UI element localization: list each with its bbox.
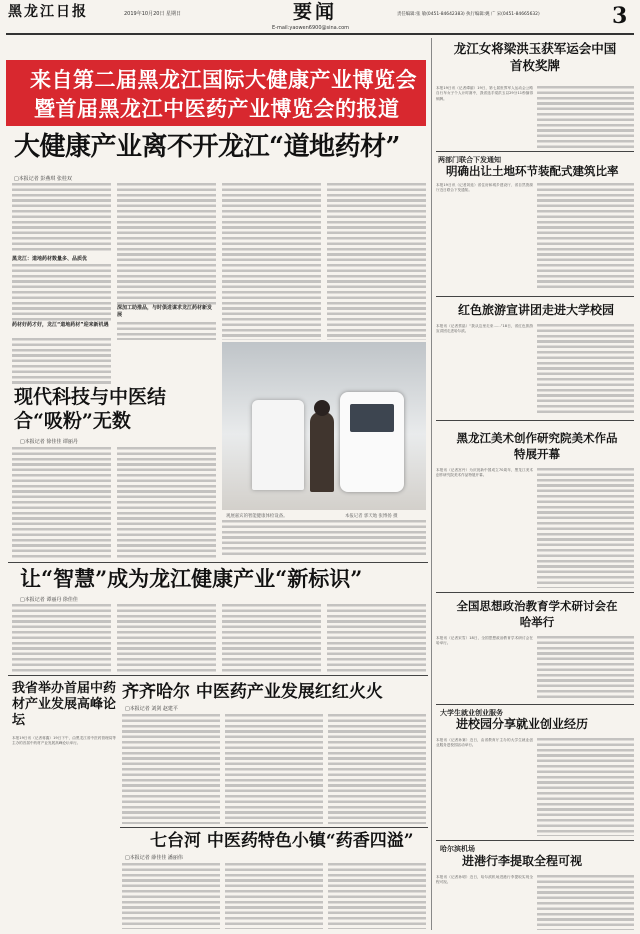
qitaihe-body-col-3 — [328, 863, 426, 929]
tech-body-col-3 — [222, 520, 426, 558]
story4-body — [537, 468, 634, 588]
divider-r6 — [436, 840, 634, 841]
story7-lead: 本报讯（记者孙明）近日，哈尔滨机场进港行李提取实现全程可视。 — [436, 875, 533, 885]
qitaihe-body-col-1 — [122, 863, 220, 929]
tech-byline: □本报记者 徐佳佳 谭丽丹 — [20, 439, 78, 445]
divider-r5 — [436, 704, 634, 705]
story5-headline: 全国思想政治教育学术研讨会在哈举行 — [456, 599, 618, 629]
story4-headline: 黑龙江美术创作研究院美术作品特展开幕 — [456, 431, 618, 461]
story5-lead: 本报讯（记者宋雪）18日，全国思想政治教育学术研讨会在哈举行。 — [436, 636, 533, 646]
column-divider — [431, 38, 432, 930]
smart-body-col-1 — [12, 604, 111, 672]
qiqihar-byline: □本报记者 刘剑 赵建平 — [125, 706, 178, 712]
story5-body — [537, 636, 634, 700]
story6-body — [537, 738, 634, 836]
qiqihar-body-col-2 — [225, 714, 323, 824]
qitaihe-byline: □本报记者 薛佳佳 潘丽伟 — [125, 855, 183, 861]
qitaihe-body-col-2 — [225, 863, 323, 929]
main-subhead-2: 药材好药才好，龙江“道地药材”迎来新机遇 — [12, 322, 109, 328]
main-body-col-1c — [12, 338, 111, 384]
main-subhead-1: 黑龙江：道地药材数量多、品质优 — [12, 256, 88, 262]
feature-banner — [6, 60, 426, 126]
kiosk-device-left — [252, 400, 304, 490]
main-headline: 大健康产业离不开龙江“道地药材” — [14, 132, 400, 162]
smart-body-col-2 — [117, 604, 216, 672]
qiqihar-headline: 齐齐哈尔 中医药产业发展红红火火 — [122, 682, 383, 702]
qitaihe-headline: 七台河 中医药特色小镇“药香四溢” — [150, 831, 414, 851]
story2-section: 两部门联合下发通知 — [438, 156, 501, 164]
story4-lead: 本报讯（记者宫丹）为庆祝新中国成立70周年，黑龙江美术创作研究院美术作品特展开幕。 — [436, 468, 533, 478]
divider-r4 — [436, 592, 634, 593]
main-body-col-3 — [222, 183, 321, 340]
story2-body — [537, 183, 634, 291]
main-body-col-4 — [327, 183, 426, 340]
divider-qitaihe — [120, 827, 428, 828]
smart-byline: □本报记者 谭丽丹 徐佳佳 — [20, 597, 78, 603]
main-byline: □本报记者 彭燕琪 张桂双 — [14, 176, 72, 182]
divider-r1 — [436, 151, 634, 152]
smart-body-col-4 — [327, 604, 426, 672]
paper-name: 黑龙江日报 — [8, 4, 88, 20]
story3-body — [537, 324, 634, 416]
banner-line-2: 暨首届黑龙江中医药产业博览会的报道 — [34, 96, 400, 121]
story2-headline: 明确出让土地环节装配式建筑比率 — [446, 164, 619, 178]
visitor-figure — [310, 412, 334, 492]
story6-lead: 本报讯（记者孙赛）近日，由省教育厅主办的大学生就业创业服务进校园活动举行。 — [436, 738, 533, 748]
story1-body — [537, 86, 634, 148]
tech-body-col-1 — [12, 447, 111, 559]
story7-section: 哈尔滨机场 — [440, 845, 475, 853]
divider-smart — [8, 562, 428, 563]
masthead-rule — [6, 33, 634, 35]
main-body-col-1 — [12, 183, 111, 253]
issue-date: 2019年10月20日 星期日 — [124, 11, 182, 17]
section-email: E-mail:yaowen6900@sina.com — [272, 25, 349, 31]
story6-section: 大学生就业创业服务 — [440, 709, 503, 717]
main-body-col-2b — [117, 322, 216, 340]
forum-lead: 本报19日讯（记者蒋鑫）19日下午，由黑龙江省中医药管理局等主办的首届中药材产业发展高峰论坛举行。 — [12, 736, 116, 746]
page-number: 3 — [612, 3, 628, 29]
story7-body — [537, 875, 634, 930]
photo-credit: 本报记者 郭天地 张博扬 摄 — [345, 514, 398, 519]
divider-forum — [8, 675, 428, 676]
divider-r3 — [436, 420, 634, 421]
story1-headline: 龙江女将梁洪玉获军运会中国首枚奖牌 — [453, 41, 617, 73]
story3-headline: 红色旅游宣讲团走进大学校园 — [458, 303, 615, 317]
tech-body-col-2 — [117, 447, 216, 559]
story6-headline: 进校园分享就业创业经历 — [456, 717, 589, 731]
smart-headline: 让“智慧”成为龙江健康产业“新标识” — [20, 566, 363, 591]
qiqihar-body-col-3 — [328, 714, 426, 824]
exhibit-photo — [222, 342, 426, 510]
main-body-col-2 — [117, 183, 216, 305]
tech-headline: 现代科技与中医结合“吸粉”无数 — [14, 386, 167, 432]
editor-info: 责任编辑:张 敏(0451-84642383) 执行编辑:姚 广 宋(0451-84665632) — [397, 12, 540, 17]
photo-caption: 观展嘉宾的智能健康体检设备。 — [226, 514, 288, 519]
divider-r2 — [436, 296, 634, 297]
story2-lead: 本报19日讯（记者刘延）省住房和城乡建设厅、省自然资源厅近日联合下发通知。 — [436, 183, 533, 193]
main-subhead-3: 深加工助推品，与时俱进谋求龙江药材新发展 — [117, 305, 213, 318]
section-title: 要闻 — [293, 1, 338, 23]
smart-body-col-3 — [222, 604, 321, 672]
qiqihar-body-col-1 — [122, 714, 220, 824]
story7-headline: 进港行李提取全程可视 — [462, 854, 583, 868]
story1-lead: 本报19日讯（记者谭丽）19日，第七届世界军人运动会公路自行车女子个人计时赛中，我省选手梁洪玉以29分11秒摘得铜牌。 — [436, 86, 533, 101]
banner-line-1: 来自第二届黑龙江国际大健康产业博览会 — [30, 67, 417, 92]
story3-lead: 本报讯（记者蔡晶）“我从这里走来……”18日，省红色旅游宣讲团走进哈尔滨。 — [436, 324, 533, 334]
forum-headline: 我省举办首届中药材产业发展高峰论坛 — [12, 681, 117, 728]
main-body-col-1b — [12, 264, 111, 322]
